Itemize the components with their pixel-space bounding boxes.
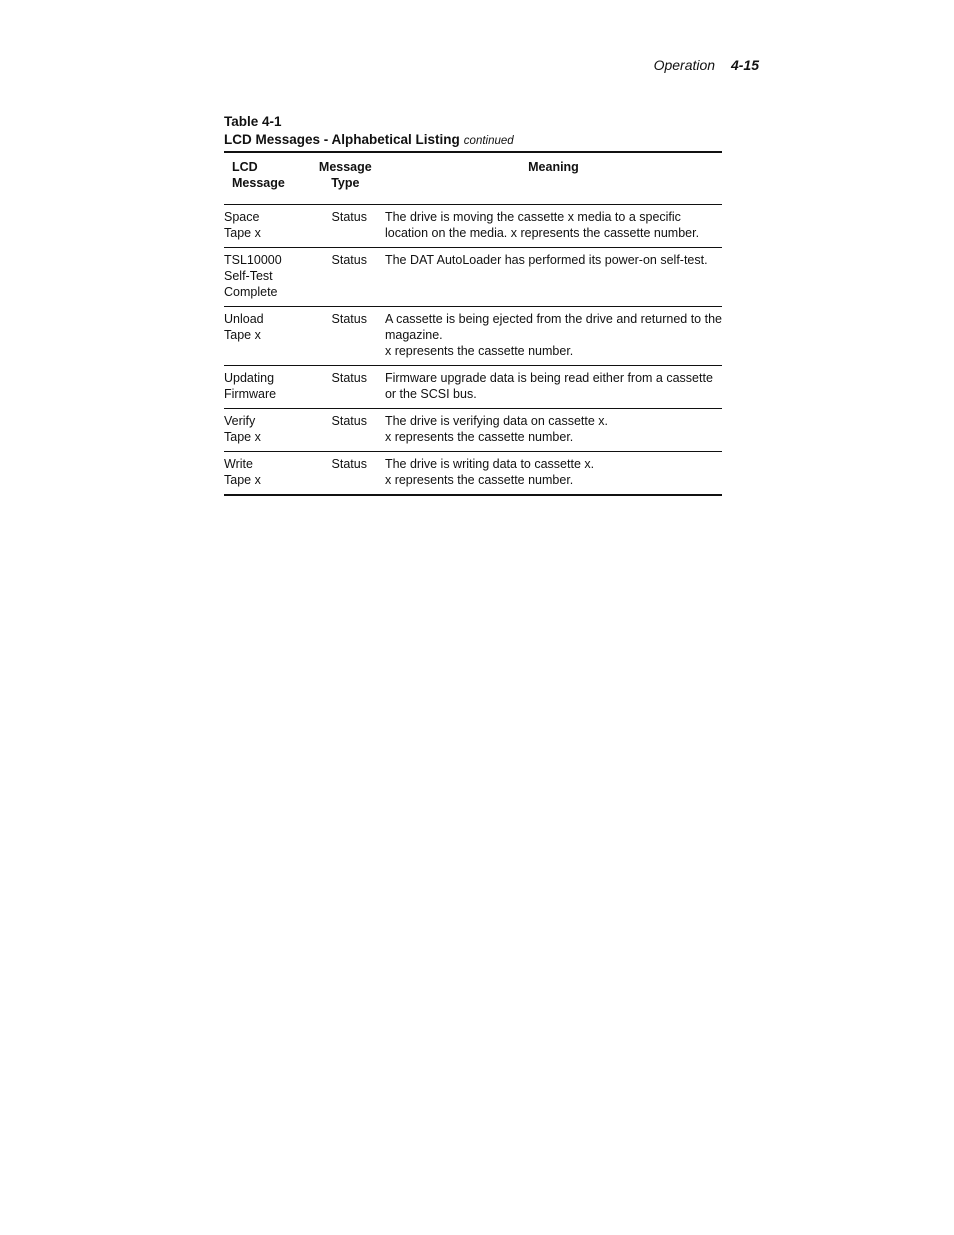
lcd-message-cell: Unload Tape x xyxy=(224,307,306,366)
table-row xyxy=(224,205,722,248)
table-row xyxy=(224,409,722,452)
lcd-messages-table xyxy=(224,151,722,496)
column-header-meaning: Meaning xyxy=(385,152,722,205)
message-type-cell: Status xyxy=(306,248,385,307)
lcd-message-cell: Write Tape x xyxy=(224,452,306,496)
lcd-message-cell: TSL10000 Self-Test Complete xyxy=(224,248,306,307)
message-type-cell: Status xyxy=(306,366,385,409)
message-type-cell: Status xyxy=(306,409,385,452)
meaning-cell: The drive is verifying data on cassette x. x represents the cassette number. xyxy=(385,409,722,452)
table-row xyxy=(224,452,722,496)
table-row xyxy=(224,248,722,307)
lcd-message-cell: Verify Tape x xyxy=(224,409,306,452)
table-row xyxy=(224,366,722,409)
table-number: Table 4-1 xyxy=(224,114,282,129)
table-caption xyxy=(224,113,722,150)
lcd-message-cell: Updating Firmware xyxy=(224,366,306,409)
section-title: Operation xyxy=(653,57,716,73)
page-number: 4-15 xyxy=(730,57,759,73)
meaning-cell: The drive is writing data to cassette x. x represents the cassette number. xyxy=(385,452,722,496)
table-header-row xyxy=(224,152,722,205)
column-header-message-type: Message Type xyxy=(306,152,385,205)
message-type-cell: Status xyxy=(306,205,385,248)
table-body xyxy=(224,205,722,496)
table-title-line xyxy=(224,131,722,150)
message-type-cell: Status xyxy=(306,452,385,496)
table-continued-note: continued xyxy=(463,135,514,147)
meaning-cell: The DAT AutoLoader has performed its power-on self-test. xyxy=(385,248,722,307)
message-type-cell: Status xyxy=(306,307,385,366)
table-row xyxy=(224,307,722,366)
lcd-message-cell: Space Tape x xyxy=(224,205,306,248)
column-header-lcd-message: LCD Message xyxy=(224,152,306,205)
meaning-cell: A cassette is being ejected from the drive and returned to the magazine. x represents the cassette number. xyxy=(385,307,722,366)
table-title: LCD Messages - Alphabetical Listing xyxy=(224,132,460,147)
page-header xyxy=(600,57,759,73)
meaning-cell: The drive is moving the cassette x media to a specific location on the media. x represents the cassette number. xyxy=(385,205,722,248)
meaning-cell: Firmware upgrade data is being read either from a cassette or the SCSI bus. xyxy=(385,366,722,409)
